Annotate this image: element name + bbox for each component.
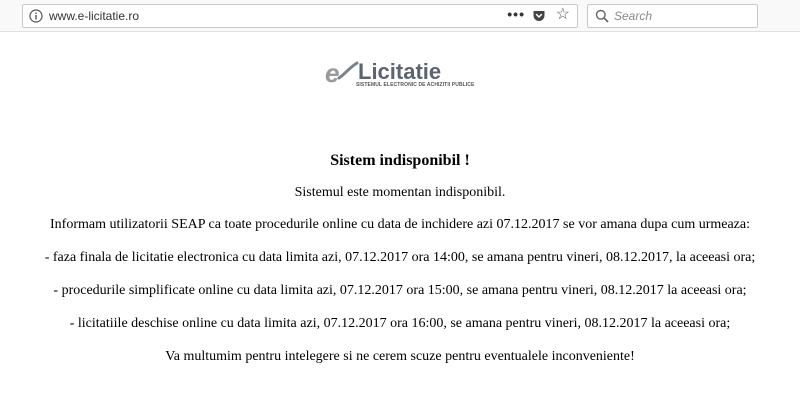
logo-e-letter: e xyxy=(325,58,340,88)
search-placeholder: Search xyxy=(614,9,653,23)
address-bar[interactable] xyxy=(22,4,578,28)
notice-line: - licitatiile deschise online cu data limita azi, 07.12.2017 ora 16:00, se amana pentru vineri, 08.12.2017 la aceeasi ora; xyxy=(69,316,731,331)
logo-wordmark: Licitatie xyxy=(358,59,442,84)
browser-toolbar xyxy=(0,0,800,32)
url-text[interactable]: www.e-licitatie.ro xyxy=(49,9,140,23)
page-actions-menu-icon[interactable]: ••• xyxy=(507,6,525,22)
notice-line: Informam utilizatorii SEAP ca toate procedurile online cu data de inchidere azi 07.12.2017 se vor amana dupa cum urmeaza: xyxy=(50,217,750,232)
pocket-icon[interactable] xyxy=(532,9,546,23)
info-icon[interactable] xyxy=(29,9,43,23)
notice-line: - procedurile simplificate online cu data limita azi, 07.12.2017 ora 15:00, se amana pentru vineri, 08.12.2017 la aceeasi ora; xyxy=(53,283,747,298)
logo-swoosh-icon xyxy=(337,60,359,82)
search-icon xyxy=(595,9,609,23)
search-input[interactable] xyxy=(587,4,758,28)
maintenance-notice xyxy=(0,150,800,365)
notice-line: Sistemul este momentan indisponibil. xyxy=(294,185,506,200)
notice-line: - faza finala de licitatie electronica cu data limita azi, 07.12.2017 ora 14:00, se amana pentru vineri, 08.12.2017, la aceeasi ora; xyxy=(44,250,756,265)
logo-subtitle: SISTEMUL ELECTRONIC DE ACHIZITII PUBLICE xyxy=(356,82,475,88)
e-licitatie-logo xyxy=(325,58,475,92)
bookmark-star-icon[interactable]: ☆ xyxy=(555,6,570,23)
notice-line: Va multumim pentru intelegere si ne cerem scuze pentru eventualele inconveniente! xyxy=(165,349,635,364)
notice-title: Sistem indisponibil ! xyxy=(330,152,470,169)
